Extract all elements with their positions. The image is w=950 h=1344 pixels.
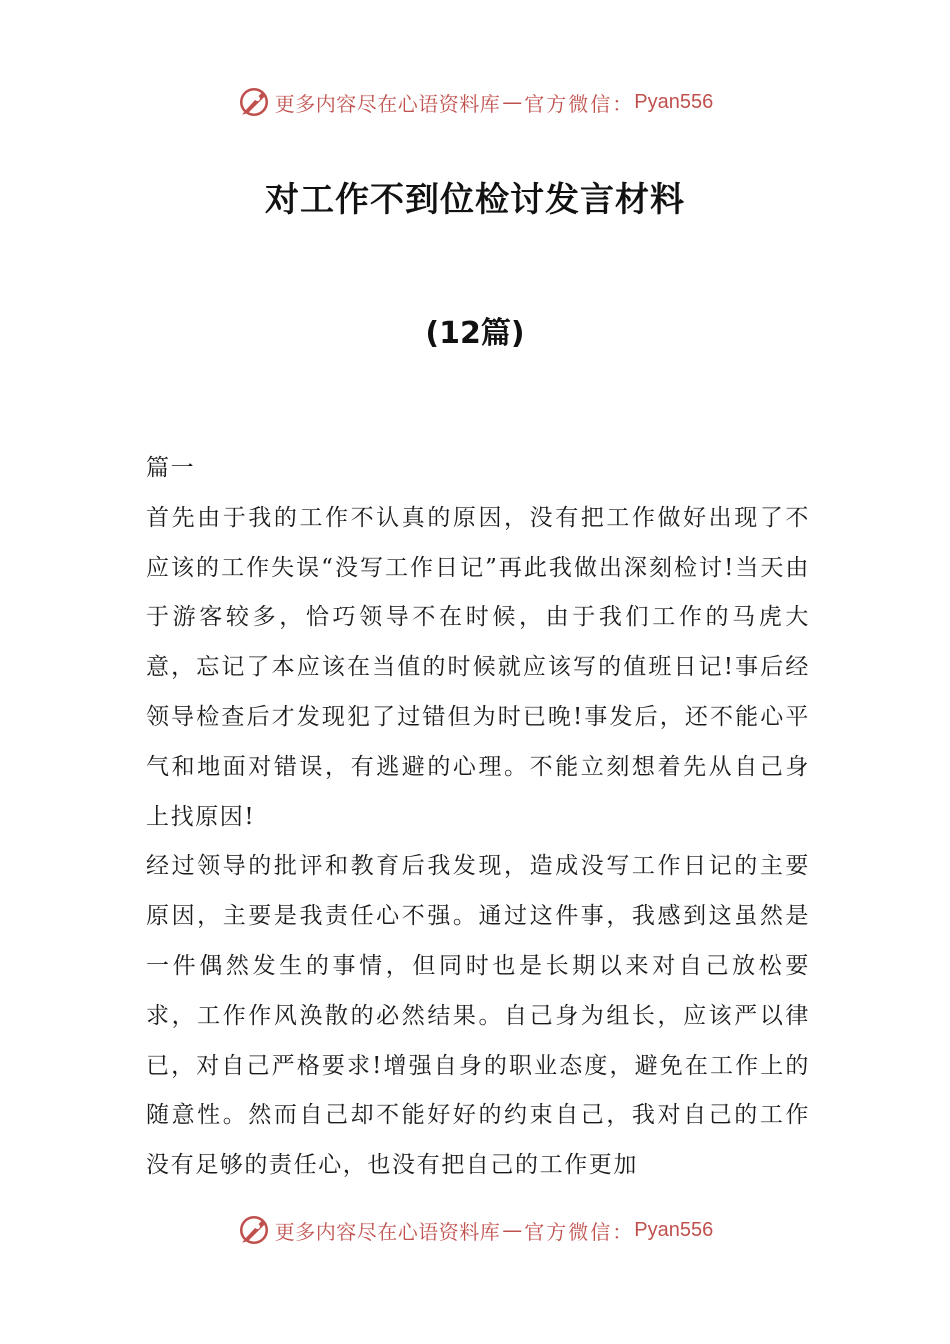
body-paragraph: 首先由于我的工作不认真的原因，没有把工作做好出现了不应该的工作失误“没写工作日记”再此我做出深刻检讨!当天由于游客较多，恰巧领导不在时候，由于我们工作的马虎大意，忘记了本应该在当值的时候就应该写的值班日记!事后经领导检查后才发现犯了过错但为时已晚!事发后，还不能心平气和地面对错误，有逃避的心理。不能立刻想着先从自己身上找原因! [146, 504, 810, 830]
body-paragraph: 经过领导的批评和教育后我发现，造成没写工作日记的主要原因，主要是我责任心不强。通过这件事，我感到这虽然是一件偶然发生的事情，但同时也是长期以来对自己放松要求，工作作风涣散的必然结果。自己身为组长，应该严以律已，对自己严格要求!增强自身的职业态度，避免在工作上的随意性。然而自己却不能好好的约束自己，我对自己的工作没有足够的责任心，也没有把自己的工作更加 [146, 853, 810, 1179]
footer-banner [0, 1208, 950, 1252]
document-body [146, 444, 810, 1191]
banner-contact-label: 官方微信： [524, 91, 635, 116]
section-label: 篇一 [146, 455, 196, 481]
header-banner [0, 80, 950, 124]
banner-text: 更多内容尽在心语资料库 [274, 1219, 501, 1244]
banner-wechat-id: Pyan556 [634, 90, 714, 113]
banner-dash: — [502, 1218, 523, 1242]
banner-contact-label: 官方微信： [524, 1219, 635, 1244]
pen-logo-icon [237, 85, 271, 119]
banner-wechat-id: Pyan556 [634, 1218, 714, 1241]
banner-text: 更多内容尽在心语资料库 [274, 91, 501, 116]
document-title: 对工作不到位检讨发言材料 [265, 180, 685, 220]
document-subtitle: (12篇) [425, 316, 525, 351]
pen-logo-icon [237, 1213, 271, 1247]
banner-dash: — [502, 90, 523, 114]
